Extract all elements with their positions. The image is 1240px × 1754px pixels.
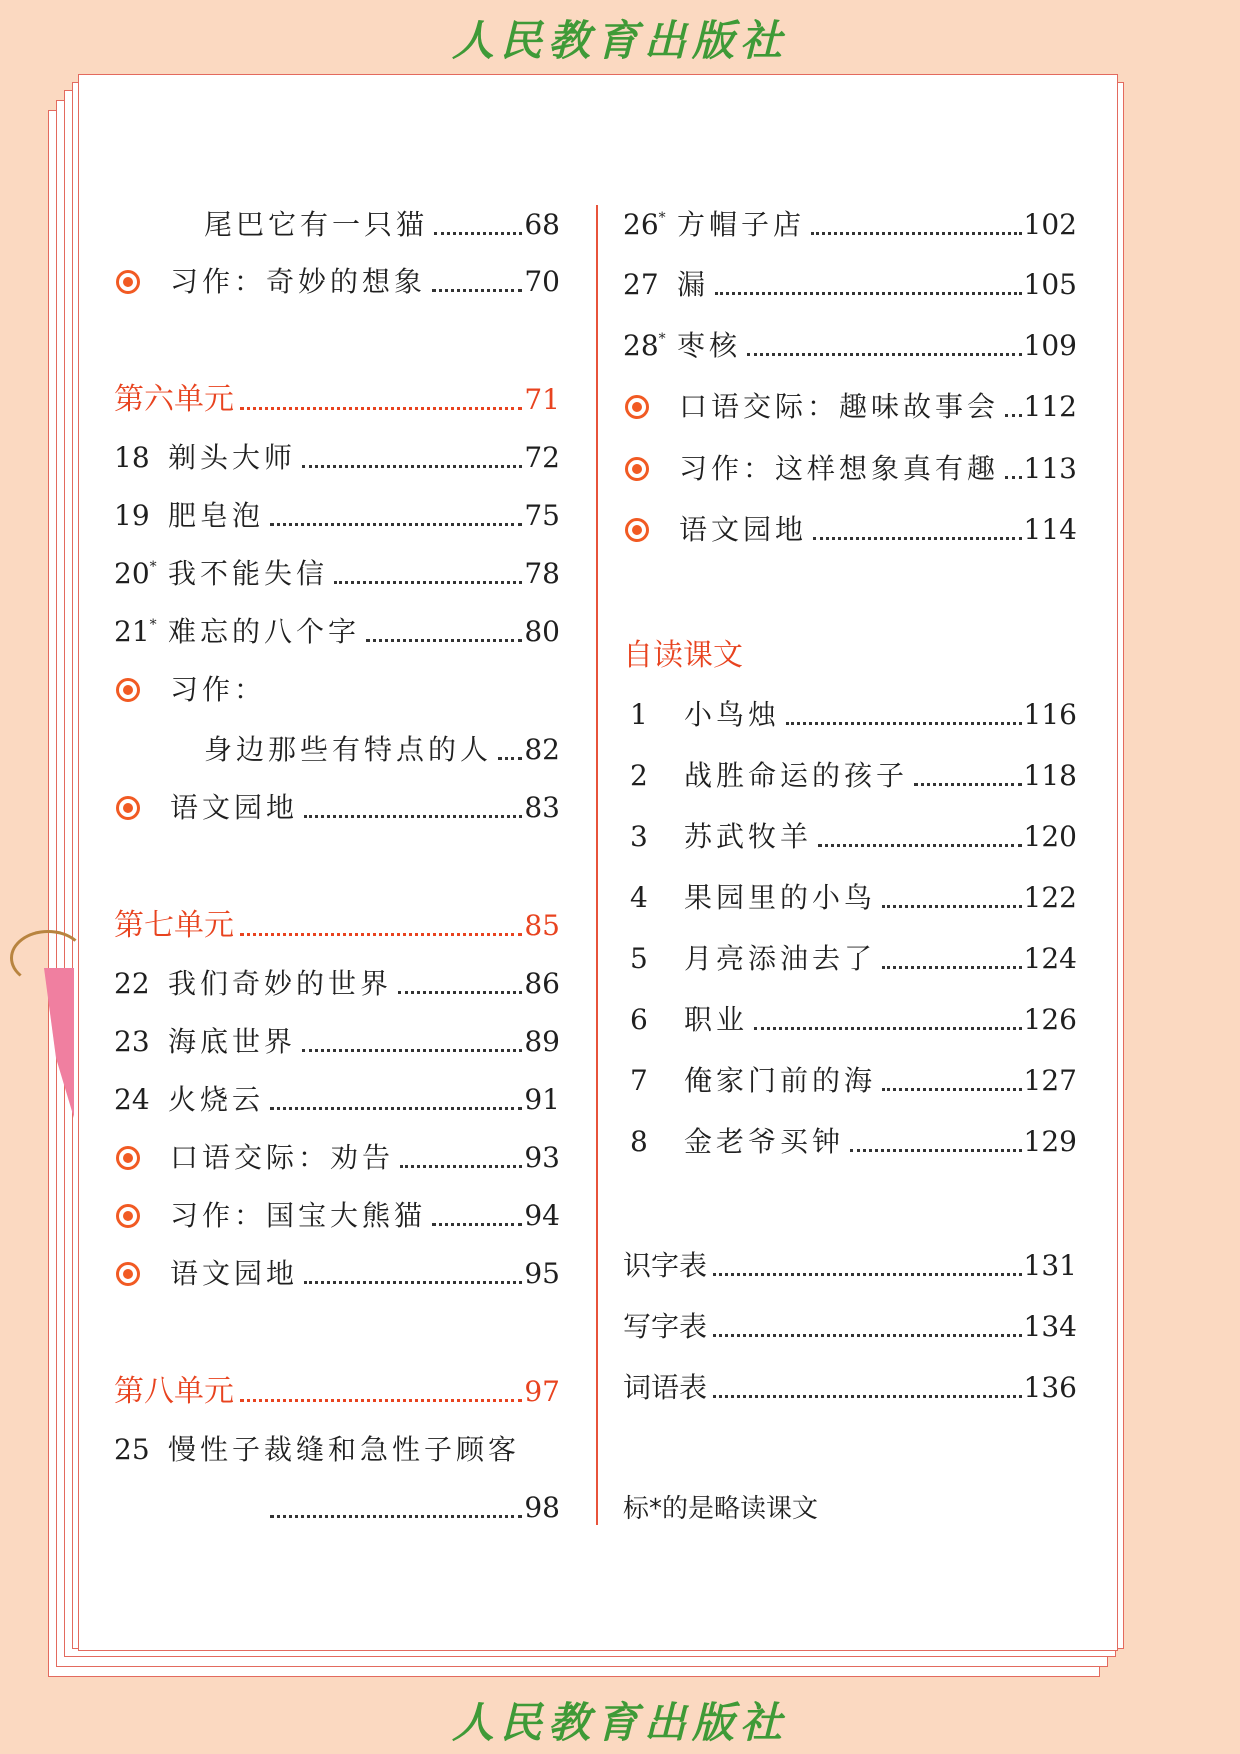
dot-leader	[882, 966, 1022, 969]
dot-leader	[432, 1223, 522, 1226]
dot-leader	[914, 783, 1022, 786]
page-number: 134	[1023, 1310, 1077, 1343]
entry-title: 我不能失信	[168, 557, 329, 590]
toc-entry[interactable]	[114, 612, 560, 652]
bullet-icon	[116, 678, 140, 702]
toc-entry[interactable]	[114, 1138, 560, 1178]
toc-entry[interactable]	[114, 1430, 560, 1470]
page-number: 95	[524, 1257, 560, 1290]
dot-leader	[850, 1149, 1022, 1152]
toc-entry[interactable]	[114, 554, 560, 594]
lesson-number-text: 20	[114, 557, 150, 590]
toc-entry[interactable]	[114, 1254, 560, 1294]
toc-entry[interactable]	[114, 964, 560, 1004]
dot-leader	[270, 1515, 522, 1518]
unit-heading[interactable]	[114, 1372, 560, 1412]
dot-leader	[400, 1165, 522, 1168]
page-number: 109	[1023, 329, 1077, 362]
page-number: 97	[524, 1375, 560, 1408]
toc-entry[interactable]	[623, 1246, 1077, 1286]
publisher-logo-bottom: 人民教育出版社	[451, 1698, 788, 1747]
skim-reading-star: *	[658, 210, 666, 226]
page-number: 122	[1023, 881, 1077, 914]
bullet-icon	[625, 457, 649, 481]
toc-entry[interactable]	[623, 510, 1077, 550]
page-number: 72	[524, 441, 560, 474]
toc-entry[interactable]	[114, 496, 560, 536]
dot-leader	[813, 537, 1022, 540]
page-number: 114	[1023, 513, 1077, 546]
bullet-icon	[116, 1146, 140, 1170]
bullet-icon	[116, 1262, 140, 1286]
lesson-number	[114, 1080, 168, 1120]
page-number: 102	[1023, 208, 1077, 241]
page-number: 89	[524, 1025, 560, 1058]
entry-title: 写字表	[623, 1310, 708, 1343]
toc-entry[interactable]	[114, 1080, 560, 1120]
lesson-number	[630, 1061, 684, 1101]
toc-entry[interactable]	[114, 788, 560, 828]
entry-title: 语文园地	[170, 1257, 299, 1290]
page-number: 80	[524, 615, 560, 648]
page-number: 75	[524, 499, 560, 532]
lesson-number-text: 2	[630, 759, 648, 792]
entry-title: 火烧云	[168, 1083, 265, 1116]
dot-leader	[882, 905, 1022, 908]
toc-entry[interactable]	[630, 1061, 1077, 1101]
lesson-number-text: 25	[114, 1433, 150, 1466]
entry-title: 习作：国宝大熊猫	[170, 1199, 427, 1232]
entry-title: 海底世界	[168, 1025, 297, 1058]
entry-title: 口语交际：趣味故事会	[679, 390, 1000, 423]
page-number: 127	[1023, 1064, 1077, 1097]
entry-title: 难忘的八个字	[168, 615, 361, 648]
page-number: 126	[1023, 1003, 1077, 1036]
skim-reading-star: *	[149, 617, 157, 633]
dot-leader	[713, 1273, 1022, 1276]
lesson-number-text: 21	[114, 615, 150, 648]
page-number: 68	[524, 208, 560, 241]
lesson-number-text: 18	[114, 441, 150, 474]
lesson-number	[114, 964, 168, 1004]
page-number: 120	[1023, 820, 1077, 853]
entry-title: 语文园地	[170, 791, 299, 824]
toc-entry[interactable]	[114, 1196, 560, 1236]
page-number: 85	[524, 909, 560, 942]
lesson-number	[114, 438, 168, 478]
dot-leader	[302, 1049, 522, 1052]
lesson-number-text: 3	[630, 820, 648, 853]
toc-entry[interactable]	[174, 1488, 560, 1528]
toc-entry[interactable]	[630, 878, 1077, 918]
toc-entry[interactable]	[623, 265, 1077, 305]
dot-leader	[1005, 414, 1022, 417]
dot-leader	[270, 523, 522, 526]
page-number: 112	[1023, 390, 1077, 423]
page-number: 93	[524, 1141, 560, 1174]
lesson-number	[630, 1122, 684, 1162]
entry-title: 慢性子裁缝和急性子顾客	[168, 1433, 521, 1466]
toc-entry[interactable]	[623, 387, 1077, 427]
lesson-number-text: 23	[114, 1025, 150, 1058]
entry-title: 识字表	[623, 1249, 708, 1282]
entry-title: 尾巴它有一只猫	[204, 208, 429, 241]
lesson-number	[630, 878, 684, 918]
bullet-icon	[116, 1204, 140, 1228]
bullet-icon	[625, 518, 649, 542]
page-number: 124	[1023, 942, 1077, 975]
entry-title: 月亮添油去了	[684, 942, 877, 975]
bullet-icon	[116, 270, 140, 294]
lesson-number-text: 1	[630, 698, 648, 731]
toc-entry[interactable]	[623, 326, 1077, 366]
toc-entry[interactable]	[114, 205, 560, 245]
page-number: 86	[524, 967, 560, 1000]
entry-title: 第七单元	[114, 908, 234, 943]
page-number: 105	[1023, 268, 1077, 301]
dot-leader	[240, 407, 522, 410]
toc-entry[interactable]	[630, 939, 1077, 979]
entry-title: 肥皂泡	[168, 499, 265, 532]
toc-page	[78, 74, 1118, 1651]
lesson-number-text: 27	[623, 268, 659, 301]
page-number: 131	[1023, 1249, 1077, 1282]
dot-leader	[304, 1281, 522, 1284]
dot-leader	[240, 1399, 522, 1402]
toc-entry[interactable]	[114, 730, 560, 770]
dot-leader	[882, 1088, 1022, 1091]
entry-title: 职业	[684, 1003, 749, 1036]
dot-leader	[304, 815, 522, 818]
toc-entry[interactable]	[623, 449, 1077, 489]
lesson-number-text: 26	[623, 208, 659, 241]
lesson-number	[623, 205, 677, 245]
entry-title: 俺家门前的海	[684, 1064, 877, 1097]
entry-title: 金老爷买钟	[684, 1125, 845, 1158]
toc-entry[interactable]	[114, 1022, 560, 1062]
lesson-number	[114, 1430, 168, 1470]
publisher-logo-top: 人民教育出版社	[451, 16, 788, 65]
dot-leader	[366, 639, 522, 642]
toc-entry[interactable]	[630, 1122, 1077, 1162]
lesson-number-text: 28	[623, 329, 659, 362]
dot-leader	[498, 757, 522, 760]
page-number: 118	[1023, 759, 1077, 792]
lesson-number	[114, 612, 168, 652]
lesson-number	[630, 1000, 684, 1040]
dot-leader	[270, 1107, 522, 1110]
lesson-number-text: 8	[630, 1125, 648, 1158]
dot-leader	[754, 1027, 1022, 1030]
dot-leader	[818, 844, 1022, 847]
page-number: 83	[524, 791, 560, 824]
lesson-number	[114, 554, 168, 594]
entry-title: 剃头大师	[168, 441, 297, 474]
skim-reading-star: *	[149, 559, 157, 575]
dot-leader	[240, 933, 522, 936]
page-number: 113	[1023, 452, 1077, 485]
toc-entry[interactable]	[623, 1307, 1077, 1347]
entry-title: 战胜命运的孩子	[684, 759, 909, 792]
page-number: 98	[524, 1491, 560, 1524]
entry-title: 习作：奇妙的想象	[170, 265, 427, 298]
page-number: 78	[524, 557, 560, 590]
entry-title: 枣核	[677, 329, 742, 362]
dot-leader	[713, 1334, 1022, 1337]
dot-leader	[398, 991, 522, 994]
lesson-number-text: 7	[630, 1064, 648, 1097]
dot-leader	[715, 292, 1022, 295]
bullet-icon	[625, 395, 649, 419]
entry-title: 词语表	[623, 1371, 708, 1404]
entry-title: 漏	[677, 268, 710, 301]
entry-title: 第八单元	[114, 1374, 234, 1409]
page-number: 91	[524, 1083, 560, 1116]
page-number: 129	[1023, 1125, 1077, 1158]
toc-entry[interactable]	[114, 438, 560, 478]
entry-title: 苏武牧羊	[684, 820, 813, 853]
dot-leader	[713, 1395, 1022, 1398]
dot-leader	[1005, 476, 1022, 479]
entry-title: 习作：这样想象真有趣	[679, 452, 1000, 485]
entry-title: 身边那些有特点的人	[204, 733, 493, 766]
lesson-number	[623, 265, 677, 305]
lesson-number	[630, 695, 684, 735]
toc-entry[interactable]	[630, 1000, 1077, 1040]
entry-title: 习作：	[170, 673, 267, 706]
column-divider	[596, 205, 598, 1525]
lesson-number	[630, 939, 684, 979]
dot-leader	[811, 232, 1022, 235]
footnote: 标*的是略读课文	[623, 1494, 819, 1524]
lesson-number-text: 24	[114, 1083, 150, 1116]
lesson-number-text: 6	[630, 1003, 648, 1036]
entry-title: 方帽子店	[677, 208, 806, 241]
lesson-number	[114, 1022, 168, 1062]
entry-title: 小鸟烛	[684, 698, 781, 731]
dot-leader	[334, 581, 522, 584]
toc-entry[interactable]	[623, 1368, 1077, 1408]
page-number: 70	[524, 265, 560, 298]
dot-leader	[432, 289, 522, 292]
page-number: 136	[1023, 1371, 1077, 1404]
lesson-number	[623, 326, 677, 366]
unit-heading[interactable]	[114, 906, 560, 946]
entry-title: 语文园地	[679, 513, 808, 546]
lesson-number-text: 4	[630, 881, 648, 914]
page-number: 82	[524, 733, 560, 766]
bullet-icon	[116, 796, 140, 820]
lesson-number	[630, 756, 684, 796]
toc-entry[interactable]	[114, 262, 560, 302]
self-reading-heading: 自读课文	[623, 638, 743, 673]
entry-title: 口语交际：劝告	[170, 1141, 395, 1174]
skim-reading-star: *	[658, 331, 666, 347]
entry-title: 我们奇妙的世界	[168, 967, 393, 1000]
toc-entry[interactable]	[114, 670, 560, 710]
toc-entry[interactable]	[630, 756, 1077, 796]
page-number: 94	[524, 1199, 560, 1232]
lesson-number-text: 22	[114, 967, 150, 1000]
page-number: 71	[524, 383, 560, 416]
entry-title: 果园里的小鸟	[684, 881, 877, 914]
page-number: 116	[1023, 698, 1077, 731]
toc-entry[interactable]	[630, 817, 1077, 857]
lesson-number-text: 5	[630, 942, 648, 975]
lesson-number-text: 19	[114, 499, 150, 532]
unit-heading[interactable]	[114, 380, 560, 420]
dot-leader	[434, 232, 522, 235]
dot-leader	[786, 722, 1022, 725]
lesson-number	[630, 817, 684, 857]
dot-leader	[747, 353, 1022, 356]
dot-leader	[302, 465, 522, 468]
lesson-number	[114, 496, 168, 536]
toc-entry[interactable]	[630, 695, 1077, 735]
entry-title: 第六单元	[114, 382, 234, 417]
toc-entry[interactable]	[623, 205, 1077, 245]
